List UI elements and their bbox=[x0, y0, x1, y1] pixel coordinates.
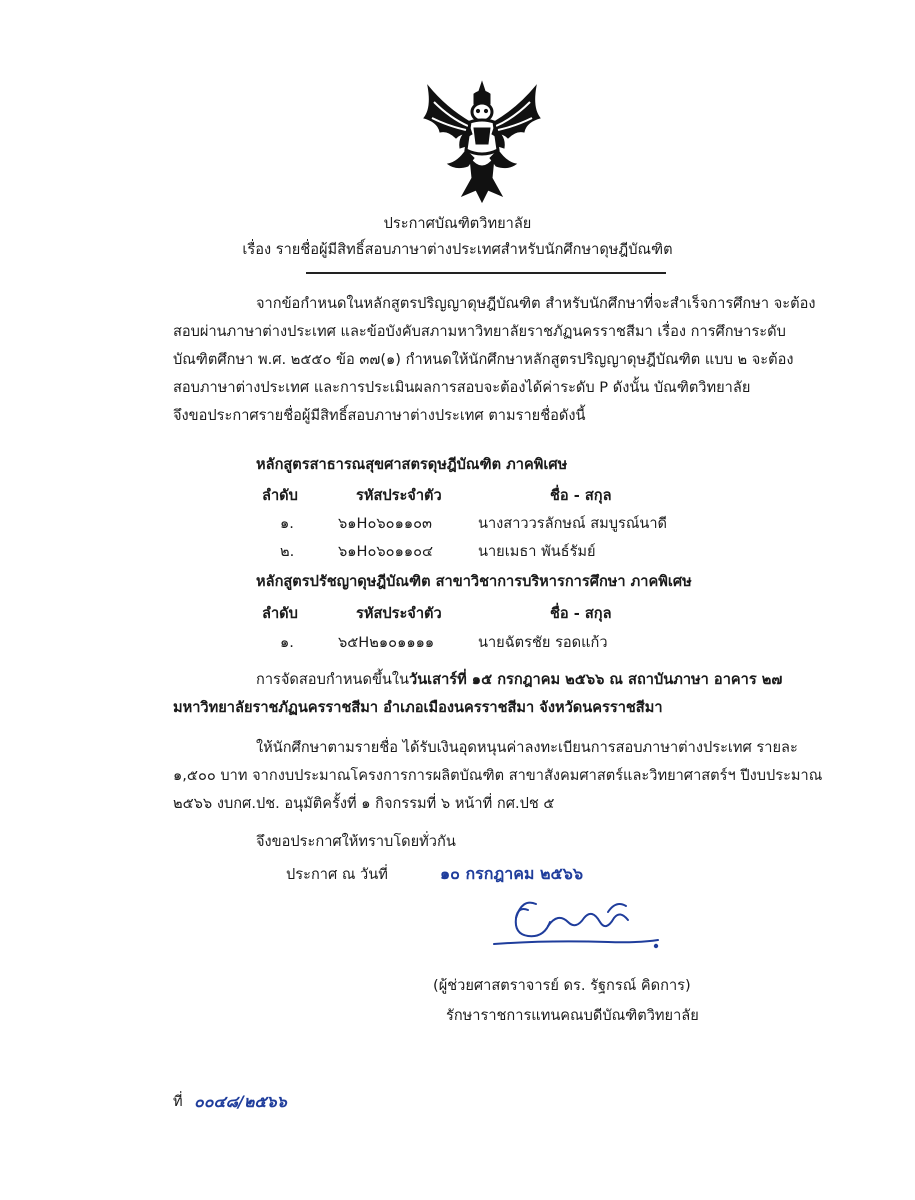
row-student-id: ๖๑H๐๖๐๑๑๐๓ bbox=[338, 515, 432, 532]
row-no: ๑. bbox=[280, 634, 294, 651]
funding-line-2: ๑,๕๐๐ บาท จากงบประมาณโครงการการผลิตบัณฑิต สาขาสังคมศาสตร์และวิทยาศาสตร์ฯ ปีงบประมาณ bbox=[173, 767, 823, 784]
program-title: หลักสูตรสาธารณสุขศาสตรดุษฎีบัณฑิต ภาคพิเศษ bbox=[256, 456, 568, 473]
announce-label: ประกาศ ณ วันที่ bbox=[286, 866, 388, 883]
row-no: ๒. bbox=[280, 543, 295, 560]
intro-line-5: จึงขอประกาศรายชื่อผู้มีสิทธิ์สอบภาษาต่างประเทศ ตามรายชื่อดังนี้ bbox=[173, 407, 586, 424]
header-divider bbox=[306, 272, 666, 274]
funding-line-3: ๒๕๖๖ งบกศ.ปช. อนุมัติครั้งที่ ๑ กิจกรรมที่ ๖ หน้าที่ กศ.ปช ๕ bbox=[173, 795, 555, 812]
garuda-emblem-icon bbox=[418, 78, 546, 206]
exam-date-venue: วันเสาร์ที่ ๑๕ กรกฎาคม ๒๕๖๖ ณ สถาบันภาษา อาคาร ๒๗ bbox=[409, 671, 783, 688]
intro-line-4: สอบภาษาต่างประเทศ และการประเมินผลการสอบจะต้องได้ค่าระดับ P ดังนั้น บัณฑิตวิทยาลัย bbox=[173, 379, 751, 396]
row-student-name: นางสาววรลักษณ์ สมบูรณ์นาดี bbox=[478, 515, 668, 532]
row-no: ๑. bbox=[280, 515, 294, 532]
intro-line-3: บัณฑิตศึกษา พ.ศ. ๒๕๕๐ ข้อ ๓๗(๑) กำหนดให้นักศึกษาหลักสูตรปริญญาดุษฎีบัณฑิต แบบ ๒ จะต้อง bbox=[173, 351, 794, 368]
closing-statement: จึงขอประกาศให้ทราบโดยทั่วกัน bbox=[256, 833, 456, 850]
announce-date: ๑๐ กรกฎาคม ๒๕๖๖ bbox=[440, 864, 583, 883]
row-student-name: นายฉัตรชัย รอดแก้ว bbox=[478, 634, 608, 651]
exam-line-1 bbox=[256, 670, 782, 690]
column-header-name: ชื่อ - สกุล bbox=[550, 487, 612, 504]
issuer-title: ประกาศบัณฑิตวิทยาลัย bbox=[383, 215, 532, 232]
intro-line-1: จากข้อกำหนดในหลักสูตรปริญญาดุษฎีบัณฑิต สำหรับนักศึกษาที่จะสำเร็จการศึกษา จะต้อง bbox=[256, 295, 816, 312]
column-header-id: รหัสประจำตัว bbox=[356, 605, 442, 622]
row-student-name: นายเมธา พันธ์รัมย์ bbox=[478, 543, 596, 560]
intro-line-2: สอบผ่านภาษาต่างประเทศ และข้อบังคับสภามหาวิทยาลัยราชภัฏนครราชสีมา เรื่อง การศึกษาระดับ bbox=[173, 323, 786, 340]
ref-number: ๐๐๔๘/๒๕๖๖ bbox=[194, 1092, 287, 1111]
exam-prefix: การจัดสอบกำหนดขึ้นใน bbox=[256, 671, 409, 688]
program-title: หลักสูตรปรัชญาดุษฎีบัณฑิต สาขาวิชาการบริหารการศึกษา ภาคพิเศษ bbox=[256, 573, 692, 590]
signer-name: (ผู้ช่วยศาสตราจารย์ ดร. รัฐกรณ์ คิดการ) bbox=[433, 977, 691, 994]
subject-line: เรื่อง รายชื่อผู้มีสิทธิ์สอบภาษาต่างประเทศสำหรับนักศึกษาดุษฎีบัณฑิต bbox=[242, 241, 673, 258]
signer-position: รักษาราชการแทนคณบดีบัณฑิตวิทยาลัย bbox=[446, 1007, 699, 1024]
row-student-id: ๖๕H๒๑๐๑๑๑๑ bbox=[338, 634, 435, 651]
ref-label: ที่ bbox=[173, 1093, 183, 1110]
column-header-no: ลำดับ bbox=[262, 487, 298, 504]
column-header-name: ชื่อ - สกุล bbox=[550, 605, 612, 622]
handwritten-signature-icon bbox=[488, 892, 668, 962]
column-header-id: รหัสประจำตัว bbox=[356, 487, 442, 504]
column-header-no: ลำดับ bbox=[262, 605, 298, 622]
exam-line-2: มหาวิทยาลัยราชภัฏนครราชสีมา อำเภอเมืองนครราชสีมา จังหวัดนครราชสีมา bbox=[173, 699, 663, 716]
row-student-id: ๖๑H๐๖๐๑๑๐๔ bbox=[338, 543, 434, 560]
funding-line-1: ให้นักศึกษาตามรายชื่อ ได้รับเงินอุดหนุนค่าลงทะเบียนการสอบภาษาต่างประเทศ รายละ bbox=[256, 739, 798, 756]
